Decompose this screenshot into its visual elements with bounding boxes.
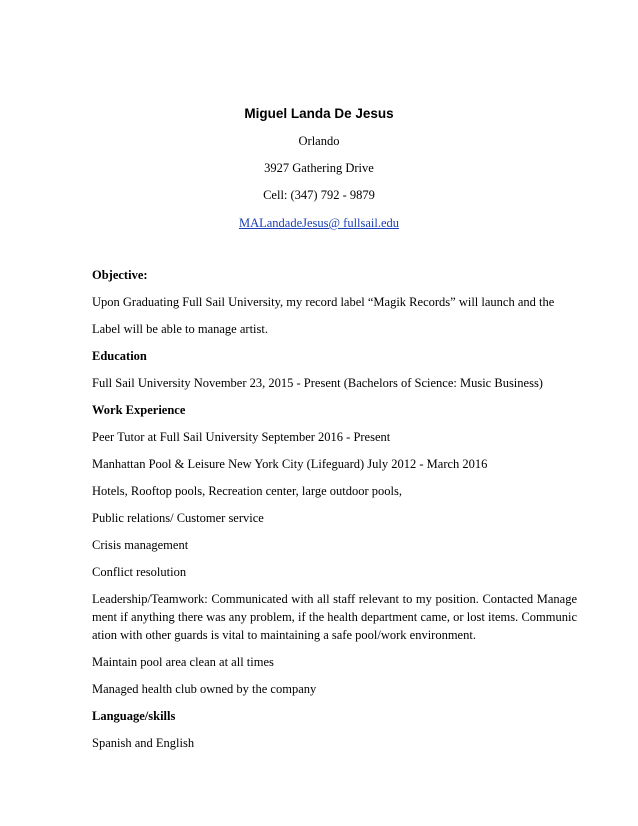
education-line-1: Full Sail University November 23, 2015 - Present (Bachelors of Science: Music Business): [92, 376, 543, 390]
work-line: Crisis management: [92, 538, 189, 552]
work-line: Managed health club owned by the company: [92, 682, 317, 696]
work-line: Maintain pool area clean at all times: [92, 655, 274, 669]
work-line: Peer Tutor at Full Sail University September 2016 - Present: [92, 430, 391, 444]
objective-line-2: Label will be able to manage artist.: [92, 322, 268, 336]
leadership-para-line-2: ment if anything there was any problem, if the health department came, or lost items. Communic: [92, 610, 577, 624]
objective-heading: Objective:: [92, 268, 148, 282]
city: Orlando: [298, 134, 340, 148]
work-line: Hotels, Rooftop pools, Recreation center, large outdoor pools,: [92, 484, 402, 498]
leadership-para-line-1: Leadership/Teamwork: Communicated with all staff relevant to my position. Contacted Manage: [92, 592, 577, 606]
skills-line-1: Spanish and English: [92, 736, 195, 750]
education-heading: Education: [92, 349, 147, 363]
email-row: [0, 216, 638, 231]
street-address: 3927 Gathering Drive: [264, 161, 374, 175]
candidate-name: Miguel Landa De Jesus: [244, 106, 394, 121]
work-line: Manhattan Pool & Leisure New York City (Lifeguard) July 2012 - March 2016: [92, 457, 488, 471]
leadership-para-line-3: ation with other guards is vital to maintaining a safe pool/work environment.: [92, 628, 476, 642]
skills-heading: Language/skills: [92, 709, 176, 723]
work-line: Conflict resolution: [92, 565, 187, 579]
work-line: Public relations/ Customer service: [92, 511, 264, 525]
objective-line-1: Upon Graduating Full Sail University, my record label “Magik Records” will launch and the: [92, 295, 555, 309]
email-link[interactable]: MALandadeJesus@ fullsail.edu: [238, 216, 400, 230]
work-experience-heading: Work Experience: [92, 403, 186, 417]
cell-phone: Cell: (347) 792 - 9879: [263, 188, 375, 202]
